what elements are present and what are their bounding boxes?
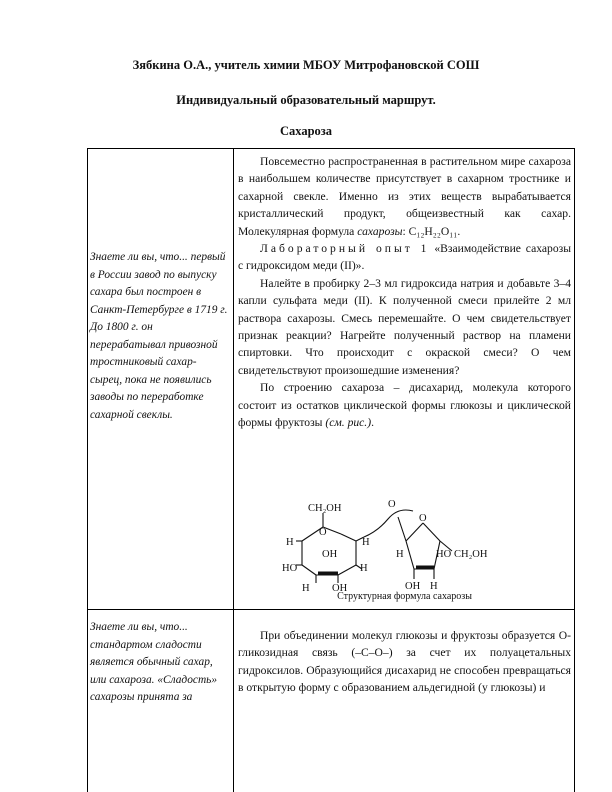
fructose-h2-label: H (430, 581, 438, 591)
glucose-h-label: H (286, 537, 294, 548)
glucose-oh2-label: OH (332, 583, 348, 591)
row-divider (88, 609, 574, 610)
figure-caption: Структурная формула сахарозы (337, 591, 472, 602)
did-you-know-note-1: Знаете ли вы, что... первый в России завод по выпуску сахара был построен в Санкт-Петербурге в 1719 г. До 1800 г. он перерабатывал привозной тростниковый сахар-сырец, пока не появились заводы по переработке сахарной свеклы. (90, 251, 228, 421)
glucose-ring-o-label: O (319, 527, 327, 538)
intro-paragraph: Повсеместно распространенная в растительном мире сахароза в наибольшем количестве присутствует в сахарном тростнике и сахарной свекле. Именно из этих веществ вырабатывается кристаллический продукт, общеизвестный как сахар. Молекулярная формула сахарозы: C₁₂H₂₂O₁₁. (238, 155, 571, 238)
column-divider (233, 149, 234, 792)
structure-paragraph: По строению сахароза – дисахарид, молекула которого состоит из остатков циклической формы глюкозы и циклической формы фруктозы (см. рис.). (238, 381, 571, 430)
glycoside-paragraph: При объединении молекул глюкозы и фруктозы образуется О-гликозидная связь (–С–О–) за счет их полуацетальных гидроксилов. Образующийся дисахарид не способен превращаться в открытую форму с образованием альдегидной (у глюкозы) и (238, 629, 571, 695)
fructose-oh-label: OH (405, 581, 421, 591)
content-table (87, 148, 575, 792)
route-title: Индивидуальный образовательный маршрут. (176, 93, 436, 107)
glucose-ch2oh-label: CH₂OH (308, 503, 342, 514)
glucose-h3-label: H (360, 563, 368, 574)
glucose-ho-label: HO (282, 563, 298, 574)
fructose-ch2oh-label: CH₂OH (454, 549, 488, 560)
fructose-h-label: H (396, 549, 404, 560)
glucose-h2-label: H (362, 537, 370, 548)
lab-instructions: Налейте в пробирку 2–3 мл гидроксида натрия и добавьте 3–4 капли сульфата меди (II). К полученной смеси прилейте 2 мл раствора сахарозы. Смесь перемешайте. О чем свидетельствует признак реакции? Нагрейте полученный раствор на пламени спиртовки. Что происходит с окраской смеси? О чем свидетельствуют произошедшие изменения? (238, 276, 571, 377)
main-text-bottom (238, 627, 571, 697)
did-you-know-note-2: Знаете ли вы, что... стандартом сладости является обычный сахар, или сахароза. «Сладость» сахарозы принята за (90, 621, 218, 703)
sucrose-structure-figure (238, 499, 571, 604)
author-line: Зябкина О.А., учитель химии МБОУ Митрофановской СОШ (132, 58, 480, 72)
glucose-oh-label: OH (322, 549, 338, 560)
fructose-ho-label: HO (436, 549, 452, 560)
main-text-top (238, 153, 571, 432)
glycosidic-o-label: O (388, 499, 396, 510)
topic-title: Сахароза (279, 124, 333, 138)
glucose-h4-label: H (302, 583, 310, 591)
fructose-ring-o-label: O (419, 513, 427, 524)
lab-heading: Лабораторный опыт 1 «Взаимодействие сахарозы с гидроксидом меди (II)». (238, 242, 571, 273)
sucrose-structure-diagram (238, 499, 571, 591)
